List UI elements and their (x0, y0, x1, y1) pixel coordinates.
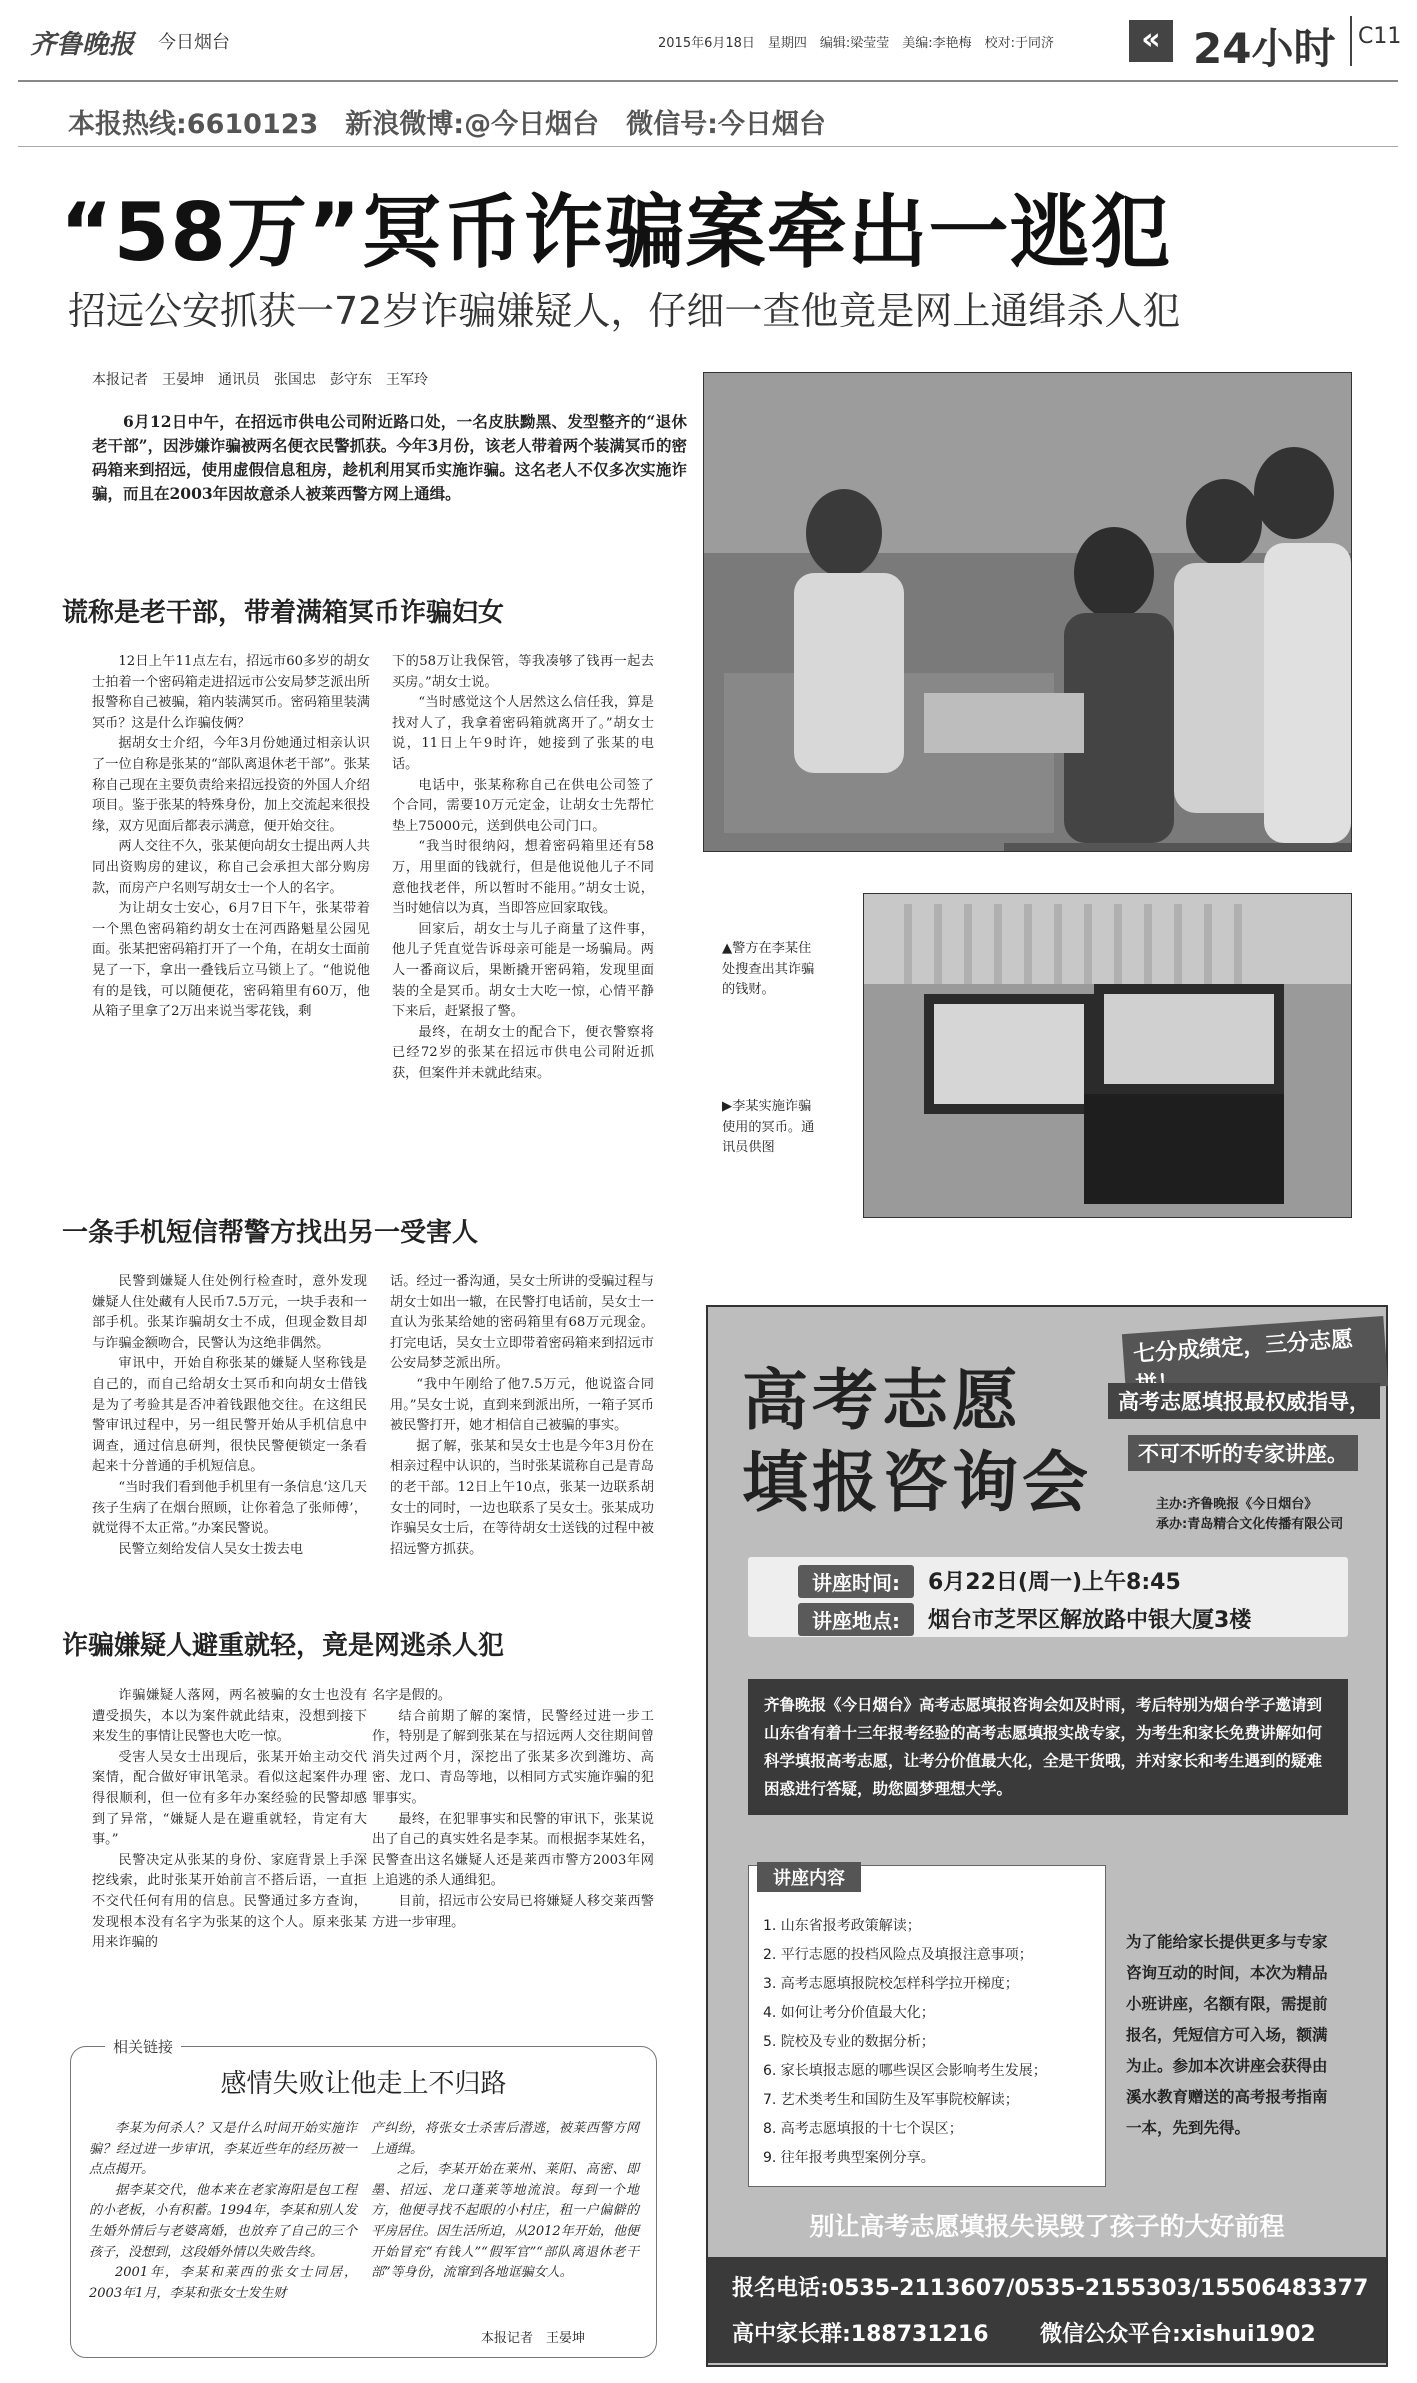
paragraph: 民警决定从张某的身份、家庭背景上手深挖线索，此时张某开始前言不搭后语，一直拒不交代任何有用的信息。民警通过多方查询，发现根本没有名字为张某的这个人。原来张某用来诈骗的 (92, 1852, 367, 1951)
column-title: 24小时 (1193, 24, 1336, 73)
ad-content-box (748, 1865, 1106, 2187)
page-number: C11 (1358, 24, 1402, 49)
related-title: 感情失败让他走上不归路 (220, 2069, 507, 2099)
paragraph: 目前，招远市公安局已将嫌疑人移交莱西警方进一步审理。 (372, 1893, 654, 1930)
ad-content-item: 7. 艺术类考生和国防生及军事院校解读； (763, 2092, 1019, 2108)
ad-content-item: 1. 山东省报考政策解读； (763, 1918, 921, 1934)
related-col1 (89, 2119, 357, 2304)
masthead (18, 8, 1402, 73)
lead-paragraph (92, 410, 687, 506)
ad-content-item: 3. 高考志愿填报院校怎样科学拉开梯度； (763, 1976, 1019, 1992)
photo-caption-bottom: ▶李某实施诈骗使用的冥币。通讯员供图 (722, 1099, 815, 1156)
section1-col1 (92, 652, 370, 1023)
masthead-rule (18, 80, 1398, 82)
section2-col1 (92, 1272, 367, 1560)
police-search-photo (703, 372, 1352, 852)
paragraph: 12日上午11点左右，招远市60多岁的胡女士拍着一个密码箱走进招远市公安局梦芝派出所报警称自己被骗，箱内装满冥币。密码箱里装满冥币？这是什么诈骗伎俩？ (92, 654, 370, 731)
police-search-photo-art (704, 373, 1351, 851)
related-byline: 本报记者 王晏坤 (481, 2331, 586, 2346)
hotline-bar: 本报热线:6610123 新浪微博:@今日烟台 微信号:今日烟台 (68, 109, 826, 140)
paragraph: 审讯中，开始自称张某的嫌疑人坚称钱是自己的，而自己给胡女士冥币和向胡女士借钱是为了考验其是否冲着钱跟他交往。在这组民警审讯过程中，另一组民警开始从手机信息中调查，通过信息研判，很快民警便锁定一条看起来十分普通的手机短信息。 (92, 1356, 367, 1475)
ad-slogan-3: 不可不听的专家讲座。 (1128, 1435, 1358, 1471)
paragraph: 2001年，李某和莱西的张女士同居，2003年1月，李某和张女士发生财 (89, 2265, 357, 2301)
ad-organizer: 承办:青岛精合文化传播有限公司 (1156, 1517, 1344, 1532)
photo-caption-top: ▲警方在李某住处搜查出其诈骗的钱财。 (722, 941, 815, 998)
ad-slogan-2: 高考志愿填报最权威指导， (1108, 1383, 1380, 1419)
ad-content-item: 4. 如何让考分价值最大化； (763, 2005, 935, 2021)
paragraph: 回家后，胡女士与儿子商量了这件事，他儿子凭直觉告诉母亲可能是一场骗局。两人一番商议后，果断撬开密码箱，发现里面装的全是冥币。胡女士大吃一惊，心情平静下来后，赶紧报了警。 (392, 921, 654, 1020)
ad-parent-group: 高中家长群:188731216 (732, 2322, 989, 2347)
double-chevron-icon: « (1129, 20, 1173, 62)
ad-intro: 齐鲁晚报《今日烟台》高考志愿填报咨询会如及时雨，考后特别为烟台学子邀请到山东省有着十三年报考经验的高考志愿填报实战专家，为考生和家长免费讲解如何科学填报高考志愿，让考分价值最大化，全是干货哦，并对家长和考生遇到的疑难困惑进行答疑，助您圆梦理想大学。 (748, 1679, 1348, 1815)
related-label: 相关链接 (105, 2036, 181, 2057)
paragraph: 诈骗嫌疑人落网，两名被骗的女士也没有遭受损失，本以为案件就此结束，没想到接下来发生的事情让民警也大吃一惊。 (92, 1688, 367, 1745)
date-line: 2015年6月18日 星期四 编辑:梁莹莹 美编:李艳梅 校对:于同济 (658, 36, 1055, 51)
paragraph: 名字是假的。 (372, 1688, 452, 1703)
paragraph: 民警立刻给发信人吴女士拨去电 (118, 1541, 304, 1557)
ad-slogan-1: 七分成绩定，三分志愿拼！ (1122, 1316, 1388, 1404)
paper-name: 齐鲁晚报 (30, 30, 135, 60)
ad-panel (706, 1305, 1388, 2367)
ad-side-note: 为了能给家长提供更多与专家咨询互动的时间，本次为精品小班讲座，名额有限，需提前报名，凭短信方可入场，额满为止。参加本次讲座会获得由溪水教育赠送的高考报考指南一本，先到先得。 (1126, 1933, 1328, 2137)
paragraph: “我当时很纳闷，想着密码箱里还有58万，用里面的钱就行，但是他说他儿子不同意他找老伴，所以暂时不能用。”胡女士说，当时她信以为真，当即答应回家取钱。 (392, 839, 654, 917)
related-col2 (371, 2119, 639, 2284)
ad-wechat: 微信公众平台:xishui1902 (1040, 2322, 1316, 2347)
ad-headline-1: 高考志愿 (742, 1362, 1022, 1439)
ad-time-label: 讲座时间: (798, 1565, 914, 1598)
ad-content-item: 8. 高考志愿填报的十七个误区； (763, 2121, 963, 2137)
paragraph: 之后，李某开始在莱州、莱阳、高密、即墨、招远、龙口蓬莱等地流浪。每到一个地方，他便寻找不起眼的小村庄，租一户偏僻的平房居住。因生活所迫，从2012年开始，他便开始冒充“有钱人”“假军官”“部队离退休老干部”等身份，流窜到各地诓骗女人。 (371, 2162, 639, 2281)
paragraph: 话。经过一番沟通，吴女士所讲的受骗过程与胡女士如出一辙，在民警打电话前，吴女士一直认为张某给她的密码箱里有68万元现金。打完电话，吴女士立即带着密码箱来到招远市公安局梦芝派出所。 (390, 1274, 654, 1372)
paragraph: 李某为何杀人？又是什么时间开始实施诈骗？经过进一步审讯，李某近些年的经历被一点点揭开。 (89, 2121, 357, 2178)
ad-content-item: 5. 院校及专业的数据分析； (763, 2034, 935, 2050)
paragraph: 据了解，张某和吴女士也是今年3月份在相亲过程中认识的，当时张某谎称自己是青岛的老干部。12日上午10点，张某一边联系胡女士的同时，一边也联系了吴女士。张某成功诈骗吴女士后，在等待胡女士送钱的过程中被招远警方抓获。 (390, 1438, 654, 1557)
section2-col2 (390, 1272, 654, 1560)
section3-col2 (372, 1686, 654, 1933)
paragraph: 据胡女士介绍，今年3月份她通过相亲认识了一位自称是张某的“部队离退休老干部”。张某称自己现在主要负责给来招远投资的外国人介绍项目。鉴于张某的特殊身份，加上交流起来很投缘，双方见面后都表示满意，便开始交往。 (92, 736, 370, 834)
column-tab (1123, 14, 1343, 73)
ad-content-item: 9. 往年报考典型案例分享。 (763, 2150, 935, 2166)
ad-content-item: 6. 家长填报志愿的哪些误区会影响考生发展； (763, 2063, 1047, 2079)
section3-col1 (92, 1686, 367, 1954)
related-box (70, 2038, 657, 2358)
section1-title: 谎称是老干部，带着满箱冥币诈骗妇女 (62, 598, 505, 628)
counterfeit-cash-photo (863, 893, 1352, 1218)
ad-place-label: 讲座地点: (798, 1603, 914, 1636)
paragraph: 民警到嫌疑人住处例行检查时，意外发现嫌疑人住处藏有人民币7.5万元，一块手表和一部手机。张某诈骗胡女士不成，但现金数目却与诈骗金额吻合，民警认为这绝非偶然。 (92, 1274, 367, 1351)
paragraph: 最终，在胡女士的配合下，便衣警察将已经72岁的张某在招远市供电公司附近抓获，但案件并未就此结束。 (392, 1024, 654, 1081)
ad-host: 主办:齐鲁晚报《今日烟台》 (1156, 1497, 1318, 1512)
paragraph: 据李某交代，他本来在老家海阳是包工程的小老板，小有积蓄。1994年，李某和别人发生婚外情后与老婆离婚，也放弃了自己的三个孩子，没想到，这段婚外情以失败告终。 (89, 2182, 357, 2260)
ad-time-value: 6月22日(周一)上午8:45 (928, 1570, 1181, 1595)
ad-content-label: 讲座内容 (757, 1862, 861, 1892)
section1-col2 (392, 652, 654, 1084)
paragraph: “我中午刚给了他7.5万元，他说盗合同用。”吴女士说，直到来到派出所，一箱子冥币被民警打开，她才相信自己被骗的事实。 (390, 1376, 654, 1434)
paragraph: “当时感觉这个人居然这么信任我，算是找对人了，我拿着密码箱就离开了。”胡女士说，11日上午9时许，她接到了张某的电话。 (392, 695, 654, 772)
ad-content-item: 2. 平行志愿的投档风险点及填报注意事项； (763, 1947, 1033, 1963)
paragraph: “当时我们看到他手机里有一条信息‘这几天孩子生病了在烟台照顾，让你着急了张师傅’，就觉得不太正常。”办案民警说。 (92, 1479, 367, 1537)
byline: 本报记者 王晏坤 通讯员 张国忠 彭守东 王军玲 (92, 372, 428, 388)
paragraph: 两人交往不久，张某便向胡女士提出两人共同出资购房的建议，称自己会承担大部分购房款，而房产户名则写胡女士一个人的名字。 (92, 839, 370, 896)
ad-place-value: 烟台市芝罘区解放路中银大厦3楼 (928, 1608, 1252, 1633)
paragraph: 最终，在犯罪事实和民警的审讯下，张某说出了自己的真实姓名是李某。而根据李某姓名，民警查出这名嫌疑人还是莱西市警方2003年网上追逃的杀人通缉犯。 (372, 1811, 654, 1889)
paragraph: 结合前期了解的案情，民警经过进一步工作，特别是了解到张某在与招远两人交往期间曾消失过两个月，深挖出了张某多次到潍坊、高密、龙口、青岛等地，以相同方式实施诈骗的犯罪事实。 (372, 1708, 654, 1806)
paragraph: 产纠纷，将张女士杀害后潜逃，被莱西警方网上通缉。 (371, 2121, 639, 2157)
paragraph: 电话中，张某称称自己在供电公司签了个合同，需要10万元定金，让胡女士先帮忙垫上75000元，送到供电公司门口。 (392, 777, 654, 834)
subheadline: 招远公安抓获一72岁诈骗嫌疑人，仔细一查他竟是网上通缉杀人犯 (68, 289, 1181, 333)
section-name: 今日烟台 (158, 32, 230, 53)
counterfeit-cash-photo-art (864, 894, 1351, 1217)
header-divider (1350, 16, 1352, 66)
hotline-rule (18, 146, 1398, 147)
ad-phone: 报名电话:0535-2113607/0535-2155303/15506483377 (732, 2276, 1369, 2301)
lead-text: 6月12日中午，在招远市供电公司附近路口处，一名皮肤黝黑、发型整齐的“退休老干部”，因涉嫌诈骗被两名便衣民警抓获。今年3月份，该老人带着两个装满冥币的密码箱来到招远，使用虚假信息租房，趁机利用冥币实施诈骗。这名老人不仅多次实施诈骗，而且在2003年因故意杀人被莱西警方网上通缉。 (92, 412, 687, 503)
ad-headline-2: 填报咨询会 (742, 1444, 1092, 1521)
paragraph: 下的58万让我保管，等我凑够了钱再一起去买房。”胡女士说。 (392, 654, 654, 690)
ad-content-list (763, 1912, 1099, 2173)
section3-title: 诈骗嫌疑人避重就轻，竟是网逃杀人犯 (62, 1631, 505, 1661)
headline: “58万”冥币诈骗案牵出一逃犯 (60, 186, 1172, 279)
section2-title: 一条手机短信帮警方找出另一受害人 (62, 1218, 479, 1248)
paragraph: 为让胡女士安心，6月7日下午，张某带着一个黑色密码箱约胡女士在河西路魁星公园见面。张某把密码箱打开了一个角，在胡女士面前晃了一下，拿出一叠钱后立马锁上了。“他说他有的是钱，可以随便花，密码箱里有60万，他从箱子里拿了2万出来说当零花钱，剩 (92, 901, 370, 1020)
paragraph: 受害人吴女士出现后，张某开始主动交代案情，配合做好审讯笔录。看似这起案件办理得很顺利，但一位有多年办案经验的民警却感到了异常，“嫌疑人是在避重就轻，肯定有大事。” (92, 1749, 367, 1848)
ad-bottom-slogan: 别让高考志愿填报失误毁了孩子的大好前程 (809, 2212, 1285, 2241)
